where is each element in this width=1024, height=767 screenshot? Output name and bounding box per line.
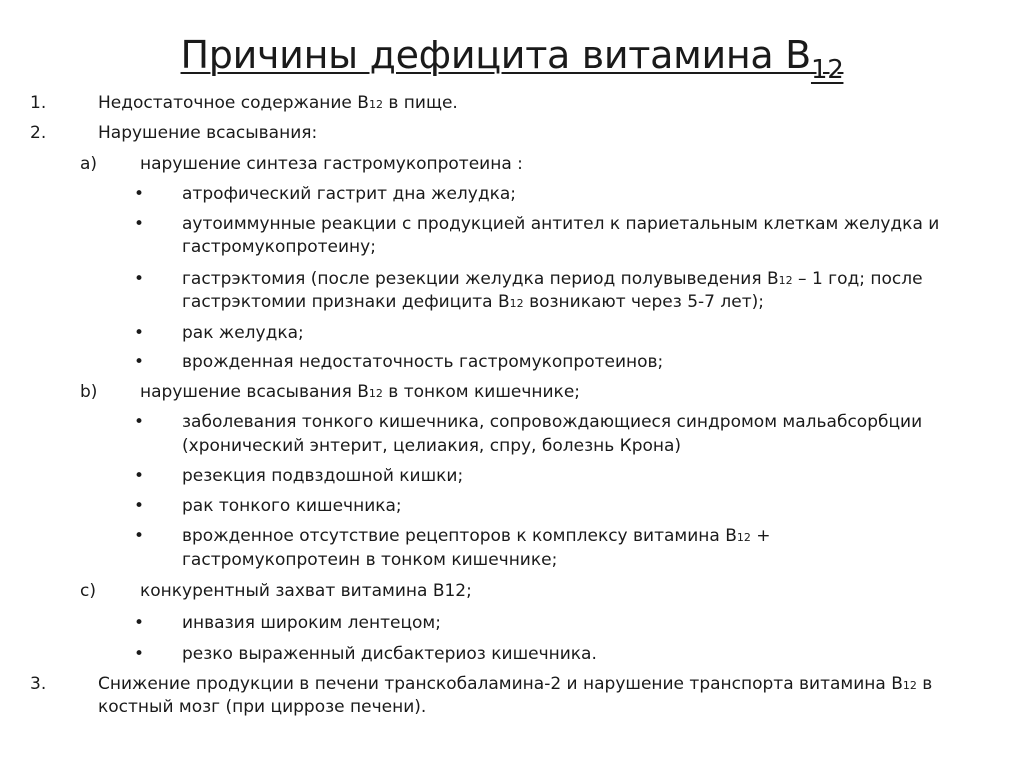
bullet-a1-text: атрофический гастрит дна желудка; — [182, 184, 517, 204]
bullet-a2-line2: гастромукопротеину; — [182, 237, 376, 257]
title-subscript: 12 — [810, 55, 844, 85]
bullet-a4-text: рак желудка; — [182, 323, 304, 343]
bullet-c2-text: резко выраженный дисбактериоз кишечника. — [182, 644, 597, 664]
bullet-a5-text: врожденная недостаточность гастромукопротеинов; — [182, 352, 664, 372]
title-main: Причины дефицита витамина B — [180, 33, 811, 77]
bullet-a3-line1: гастрэктомия (после резекции желудка период полувыведения B12 – 1 год; после — [182, 269, 923, 289]
subitem-b-text: нарушение всасывания B12 в тонком кишечнике; — [140, 382, 581, 402]
bullet-a1-icon: • — [134, 184, 145, 204]
bullet-b1-line1: заболевания тонкого кишечника, сопровождающиеся синдромом мальабсорбции — [182, 412, 923, 432]
bullet-c1-text: инвазия широким лентецом; — [182, 613, 441, 633]
bullet-a3-icon: • — [134, 269, 145, 289]
subitem-a-text: нарушение синтеза гастромукопротеина : — [140, 154, 523, 174]
bullet-b3-text: рак тонкого кишечника; — [182, 496, 402, 516]
bullet-b1-icon: • — [134, 412, 145, 432]
subitem-a-marker: a) — [80, 154, 98, 174]
item-3-line1: Снижение продукции в печени транскобаламина-2 и нарушение транспорта витамина B12 в — [98, 674, 933, 694]
item-1-marker: 1. — [30, 93, 47, 113]
bullet-a4-icon: • — [134, 323, 145, 343]
bullet-b2-icon: • — [134, 466, 145, 486]
item-3-marker: 3. — [30, 674, 47, 694]
bullet-b4-line2: гастромукопротеин в тонком кишечнике; — [182, 550, 558, 570]
bullet-b2-text: резекция подвздошной кишки; — [182, 466, 464, 486]
bullet-a2-line1: аутоиммунные реакции с продукцией антител к париетальным клеткам желудка и — [182, 214, 940, 234]
slide-title — [0, 32, 1024, 93]
subitem-c-marker: c) — [80, 581, 96, 601]
item-1-text: Недостаточное содержание B12 в пище. — [98, 93, 458, 113]
subitem-b-marker: b) — [80, 382, 98, 402]
bullet-a3-line2: гастрэктомии признаки дефицита B12 возникают через 5-7 лет); — [182, 292, 764, 312]
bullet-a2-icon: • — [134, 214, 145, 234]
bullet-c2-icon: • — [134, 644, 145, 664]
slide-title-text — [181, 32, 844, 93]
bullet-b4-line1: врожденное отсутствие рецепторов к комплексу витамина B12 + — [182, 526, 771, 546]
bullet-c1-icon: • — [134, 613, 145, 633]
item-2-marker: 2. — [30, 123, 47, 143]
bullet-b1-line2: (хронический энтерит, целиакия, спру, болезнь Крона) — [182, 436, 682, 456]
item-2-text: Нарушение всасывания: — [98, 123, 318, 143]
item-3-line2: костный мозг (при циррозе печени). — [98, 697, 427, 717]
subitem-c-text: конкурентный захват витамина B12; — [140, 581, 472, 601]
bullet-b3-icon: • — [134, 496, 145, 516]
bullet-a5-icon: • — [134, 352, 145, 372]
bullet-b4-icon: • — [134, 526, 145, 546]
